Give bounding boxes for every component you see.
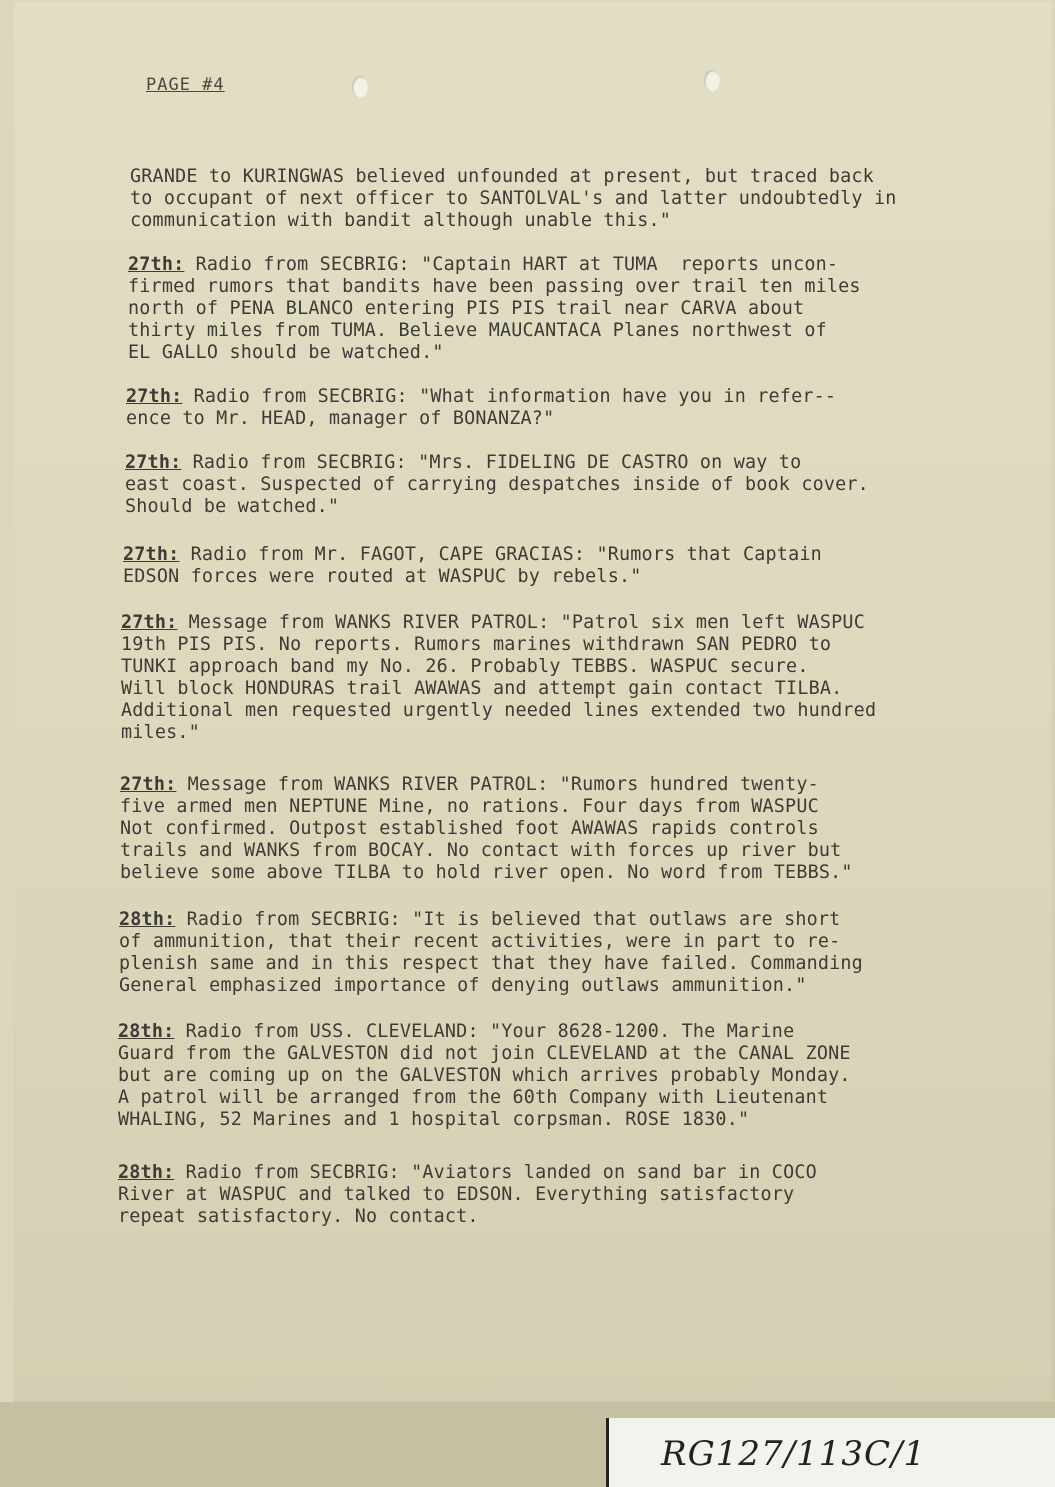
punch-hole xyxy=(704,70,720,92)
text-line: Should be watched." xyxy=(125,496,340,517)
text-line: Radio from USS. CLEVELAND: "Your 8628-1200. The Marine xyxy=(174,1021,795,1042)
text-line: Radio from SECBRIG: "Aviators landed on sand bar in COCO xyxy=(174,1162,817,1183)
text-line: Radio from Mr. FAGOT, CAPE GRACIAS: "Rumors that Captain xyxy=(179,544,822,565)
text-line: north of PENA BLANCO entering PIS PIS trail near CARVA about xyxy=(128,298,805,319)
text-line: WHALING, 52 Marines and 1 hospital corpsman. ROSE 1830." xyxy=(118,1109,750,1130)
text-line: EDSON forces were routed at WASPUC by rebels." xyxy=(123,566,642,587)
text-line: believe some above TILBA to hold river open. No word from TEBBS." xyxy=(120,862,853,883)
page-number-header: PAGE #4 xyxy=(146,75,225,95)
text-line: River at WASPUC and talked to EDSON. Everything satisfactory xyxy=(118,1184,795,1205)
log-entry xyxy=(118,1118,817,1272)
text-line: Message from WANKS RIVER PATROL: "Patrol six men left WASPUC xyxy=(177,612,865,633)
text-line: firmed rumors that bandits have been passing over trail ten miles xyxy=(128,276,861,297)
text-line: 19th PIS PIS. No reports. Rumors marines withdrawn SAN PEDRO to xyxy=(121,634,832,655)
entry-date: 28th: xyxy=(118,1021,175,1042)
text-line: plenish same and in this respect that they have failed. Commanding xyxy=(119,953,863,974)
text-line: miles." xyxy=(121,722,200,743)
text-line: communication with bandit although unable this." xyxy=(130,210,672,231)
entry-date: 27th: xyxy=(126,386,183,407)
text-line: ence to Mr. HEAD, manager of BONANZA?" xyxy=(126,408,555,429)
entry-date: 27th: xyxy=(120,774,177,795)
text-line: TUNKI approach band my No. 26. Probably TEBBS. WASPUC secure. xyxy=(121,656,809,677)
entry-date: 27th: xyxy=(121,612,178,633)
text-line: but are coming up on the GALVESTON which arrives probably Monday. xyxy=(118,1065,851,1086)
archive-label xyxy=(606,1418,1055,1487)
text-line: to occupant of next officer to SANTOLVAL's and latter undoubtedly in xyxy=(130,188,897,209)
text-line: Will block HONDURAS trail AWAWAS and attempt gain contact TILBA. xyxy=(121,678,843,699)
text-line: of ammunition, that their recent activities, were in part to re- xyxy=(119,931,841,952)
text-line: five armed men NEPTUNE Mine, no rations. Four days from WASPUC xyxy=(120,796,819,817)
text-line: repeat satisfactory. No contact. xyxy=(118,1206,479,1227)
entry-date: 28th: xyxy=(118,1162,175,1183)
text-line: Radio from SECBRIG: "It is believed that outlaws are short xyxy=(175,909,841,930)
text-line: Additional men requested urgently needed lines extended two hundred xyxy=(121,700,877,721)
text-line: east coast. Suspected of carrying despatches inside of book cover. xyxy=(125,474,869,495)
entry-date: 27th: xyxy=(125,452,182,473)
text-line: General emphasized importance of denying outlaws ammunition." xyxy=(119,975,807,996)
text-line: Guard from the GALVESTON did not join CLEVELAND at the CANAL ZONE xyxy=(118,1043,851,1064)
text-line: thirty miles from TUMA. Believe MAUCANTACA Planes northwest of xyxy=(128,320,827,341)
text-line: Radio from SECBRIG: "What information have you in refer-- xyxy=(182,386,837,407)
punch-hole xyxy=(352,76,368,98)
archive-reference: RG127/113C/1 xyxy=(661,1434,927,1474)
text-line: A patrol will be arranged from the 60th Company with Lieutenant xyxy=(118,1087,829,1108)
text-line: GRANDE to KURINGWAS believed unfounded at present, but traced back xyxy=(130,166,874,187)
text-line: trails and WANKS from BOCAY. No contact with forces up river but xyxy=(120,840,842,861)
text-line: Radio from SECBRIG: "Captain HART at TUMA reports uncon- xyxy=(184,254,839,275)
typed-sheet xyxy=(14,0,1055,1402)
text-line: Message from WANKS RIVER PATROL: "Rumors hundred twenty- xyxy=(176,774,819,795)
entry-date: 27th: xyxy=(128,254,185,275)
text-line: Not confirmed. Outpost established foot AWAWAS rapids controls xyxy=(120,818,819,839)
text-line: EL GALLO should be watched." xyxy=(128,342,444,363)
entry-date: 28th: xyxy=(119,909,176,930)
entry-date: 27th: xyxy=(123,544,180,565)
text-line: Radio from SECBRIG: "Mrs. FIDELING DE CASTRO on way to xyxy=(181,452,802,473)
